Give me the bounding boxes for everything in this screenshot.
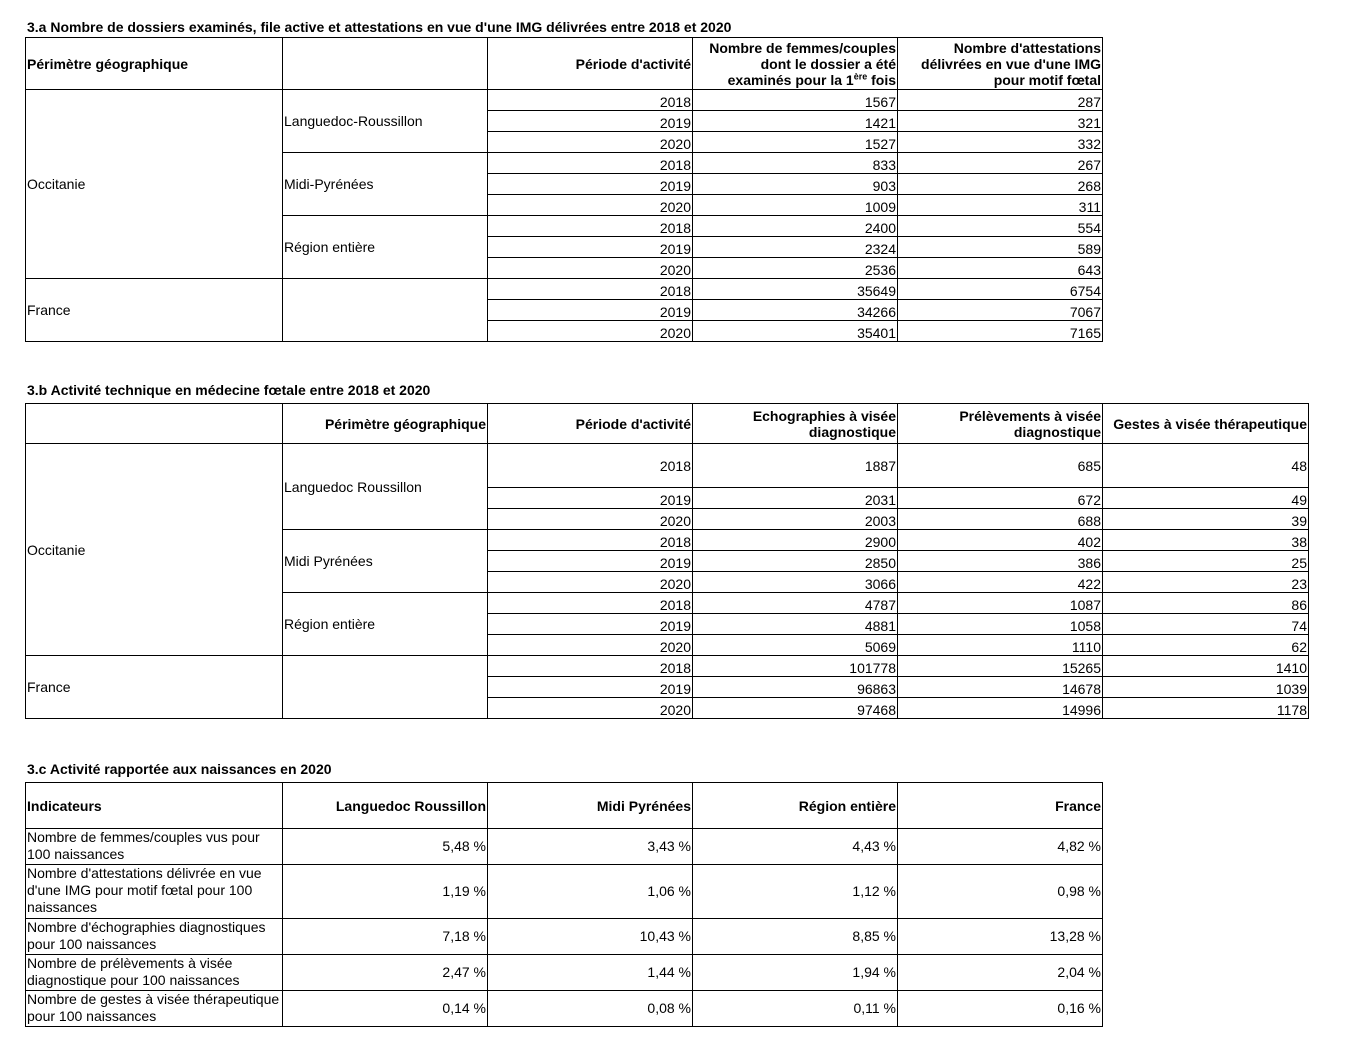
value-cell: 1421 xyxy=(693,111,898,132)
subgroup-label: Région entière xyxy=(283,593,488,656)
value-cell: 311 xyxy=(898,195,1103,216)
subgroup-label: Languedoc-Roussillon xyxy=(283,90,488,153)
value-cell: 2003 xyxy=(693,509,898,530)
value-cell: 554 xyxy=(898,216,1103,237)
value-cell: 4787 xyxy=(693,593,898,614)
value-cell: 1087 xyxy=(898,593,1103,614)
value-cell: 86 xyxy=(1103,593,1309,614)
header-region: Région entière xyxy=(693,783,898,829)
value-cell: 7067 xyxy=(898,300,1103,321)
header-perimetre: Périmètre géographique xyxy=(26,38,283,90)
value-cell: 321 xyxy=(898,111,1103,132)
value-cell: 5069 xyxy=(693,635,898,656)
year-cell: 2018 xyxy=(488,279,693,300)
header-periode: Période d'activité xyxy=(488,404,693,444)
year-cell: 2020 xyxy=(488,195,693,216)
value-cell: 96863 xyxy=(693,677,898,698)
value-cell: 688 xyxy=(898,509,1103,530)
value-cell: 13,28 % xyxy=(898,919,1103,955)
section-a-title: 3.a Nombre de dossiers examinés, file active et attestations en vue d'une IMG délivrées entre 2018 et 2020 xyxy=(27,19,732,35)
year-cell: 2018 xyxy=(488,530,693,551)
header-periode: Période d'activité xyxy=(488,38,693,90)
year-cell: 2020 xyxy=(488,698,693,719)
year-cell: 2019 xyxy=(488,174,693,195)
year-cell: 2019 xyxy=(488,677,693,698)
table-c-header xyxy=(26,783,1103,829)
year-cell: 2019 xyxy=(488,614,693,635)
value-cell: 4881 xyxy=(693,614,898,635)
value-cell: 2850 xyxy=(693,551,898,572)
value-cell: 1,12 % xyxy=(693,865,898,919)
table-c xyxy=(25,782,1103,1027)
value-cell: 386 xyxy=(898,551,1103,572)
value-cell: 1887 xyxy=(693,444,898,488)
subgroup-label: Région entière xyxy=(283,216,488,279)
value-cell: 2031 xyxy=(693,488,898,509)
subgroup-label: Midi Pyrénées xyxy=(283,530,488,593)
value-cell: 1009 xyxy=(693,195,898,216)
value-cell: 0,08 % xyxy=(488,991,693,1027)
value-cell: 48 xyxy=(1103,444,1309,488)
value-cell: 1,19 % xyxy=(283,865,488,919)
year-cell: 2020 xyxy=(488,635,693,656)
value-cell: 332 xyxy=(898,132,1103,153)
group-label: France xyxy=(26,656,283,719)
header-languedoc: Languedoc Roussillon xyxy=(283,783,488,829)
value-cell: 5,48 % xyxy=(283,829,488,865)
value-cell: 1,94 % xyxy=(693,955,898,991)
value-cell: 685 xyxy=(898,444,1103,488)
year-cell: 2019 xyxy=(488,111,693,132)
indicator-label: Nombre d'attestations délivrée en vue d'une IMG pour motif fœtal pour 100 naissances xyxy=(26,865,283,919)
value-cell: 35401 xyxy=(693,321,898,342)
year-cell: 2020 xyxy=(488,321,693,342)
indicator-label: Nombre de gestes à visée thérapeutique pour 100 naissances xyxy=(26,991,283,1027)
table-b xyxy=(25,403,1309,719)
header-gestes: Gestes à visée thérapeutique xyxy=(1103,404,1309,444)
year-cell: 2019 xyxy=(488,237,693,258)
indicator-label: Nombre d'échographies diagnostiques pour 100 naissances xyxy=(26,919,283,955)
value-cell: 3066 xyxy=(693,572,898,593)
table-row xyxy=(26,919,1103,955)
value-cell: 14678 xyxy=(898,677,1103,698)
year-cell: 2019 xyxy=(488,551,693,572)
value-cell: 10,43 % xyxy=(488,919,693,955)
section-c-title: 3.c Activité rapportée aux naissances en 2020 xyxy=(27,761,332,777)
value-cell: 0,11 % xyxy=(693,991,898,1027)
subgroup-label: Languedoc Roussillon xyxy=(283,444,488,530)
header-echo: Echographies à visée diagnostique xyxy=(693,404,898,444)
value-cell: 0,16 % xyxy=(898,991,1103,1027)
value-cell: 38 xyxy=(1103,530,1309,551)
value-cell: 101778 xyxy=(693,656,898,677)
value-cell: 23 xyxy=(1103,572,1309,593)
value-cell: 0,14 % xyxy=(283,991,488,1027)
value-cell: 0,98 % xyxy=(898,865,1103,919)
table-row xyxy=(26,656,1309,677)
year-cell: 2018 xyxy=(488,656,693,677)
value-cell: 1058 xyxy=(898,614,1103,635)
table-row xyxy=(26,829,1103,865)
value-cell: 1110 xyxy=(898,635,1103,656)
section-b-title: 3.b Activité technique en médecine fœtale entre 2018 et 2020 xyxy=(27,382,431,398)
value-cell: 268 xyxy=(898,174,1103,195)
value-cell: 2,04 % xyxy=(898,955,1103,991)
value-cell: 2,47 % xyxy=(283,955,488,991)
year-cell: 2018 xyxy=(488,593,693,614)
value-cell: 402 xyxy=(898,530,1103,551)
value-cell: 4,82 % xyxy=(898,829,1103,865)
value-cell: 833 xyxy=(693,153,898,174)
value-cell: 1178 xyxy=(1103,698,1309,719)
value-cell: 35649 xyxy=(693,279,898,300)
value-cell: 7165 xyxy=(898,321,1103,342)
group-label: Occitanie xyxy=(26,90,283,279)
group-label: Occitanie xyxy=(26,444,283,656)
value-cell: 1567 xyxy=(693,90,898,111)
indicator-label: Nombre de femmes/couples vus pour 100 naissances xyxy=(26,829,283,865)
indicator-label: Nombre de prélèvements à visée diagnostique pour 100 naissances xyxy=(26,955,283,991)
year-cell: 2020 xyxy=(488,258,693,279)
header-indicateurs: Indicateurs xyxy=(26,783,283,829)
value-cell: 25 xyxy=(1103,551,1309,572)
year-cell: 2020 xyxy=(488,509,693,530)
table-row xyxy=(26,279,1103,300)
subgroup-label: Midi-Pyrénées xyxy=(283,153,488,216)
year-cell: 2019 xyxy=(488,488,693,509)
value-cell: 15265 xyxy=(898,656,1103,677)
value-cell: 287 xyxy=(898,90,1103,111)
value-cell: 4,43 % xyxy=(693,829,898,865)
header-femmes: Nombre de femmes/couples dont le dossier a été examinés pour la 1ère fois xyxy=(693,38,898,90)
group-label: France xyxy=(26,279,283,342)
value-cell: 7,18 % xyxy=(283,919,488,955)
value-cell: 1527 xyxy=(693,132,898,153)
year-cell: 2018 xyxy=(488,216,693,237)
header-midi: Midi Pyrénées xyxy=(488,783,693,829)
value-cell: 3,43 % xyxy=(488,829,693,865)
value-cell: 643 xyxy=(898,258,1103,279)
table-row xyxy=(26,444,1309,488)
value-cell: 2400 xyxy=(693,216,898,237)
table-row xyxy=(26,991,1103,1027)
year-cell: 2019 xyxy=(488,300,693,321)
value-cell: 74 xyxy=(1103,614,1309,635)
value-cell: 903 xyxy=(693,174,898,195)
header-france: France xyxy=(898,783,1103,829)
value-cell: 1,44 % xyxy=(488,955,693,991)
value-cell: 62 xyxy=(1103,635,1309,656)
header-perimetre: Périmètre géographique xyxy=(283,404,488,444)
header-prelev: Prélèvements à visée diagnostique xyxy=(898,404,1103,444)
value-cell: 34266 xyxy=(693,300,898,321)
year-cell: 2018 xyxy=(488,153,693,174)
value-cell: 49 xyxy=(1103,488,1309,509)
header-attestations: Nombre d'attestations délivrées en vue d'une IMG pour motif fœtal xyxy=(898,38,1103,90)
value-cell: 1,06 % xyxy=(488,865,693,919)
table-row xyxy=(26,955,1103,991)
value-cell: 1039 xyxy=(1103,677,1309,698)
value-cell: 589 xyxy=(898,237,1103,258)
year-cell: 2018 xyxy=(488,90,693,111)
value-cell: 267 xyxy=(898,153,1103,174)
value-cell: 97468 xyxy=(693,698,898,719)
table-b-header xyxy=(26,404,1309,444)
value-cell: 422 xyxy=(898,572,1103,593)
value-cell: 6754 xyxy=(898,279,1103,300)
value-cell: 14996 xyxy=(898,698,1103,719)
value-cell: 8,85 % xyxy=(693,919,898,955)
table-a-header xyxy=(26,38,1103,90)
table-row xyxy=(26,865,1103,919)
value-cell: 1410 xyxy=(1103,656,1309,677)
table-row xyxy=(26,90,1103,111)
table-a xyxy=(25,37,1103,342)
value-cell: 672 xyxy=(898,488,1103,509)
year-cell: 2020 xyxy=(488,572,693,593)
year-cell: 2018 xyxy=(488,444,693,488)
value-cell: 2900 xyxy=(693,530,898,551)
year-cell: 2020 xyxy=(488,132,693,153)
value-cell: 2324 xyxy=(693,237,898,258)
value-cell: 2536 xyxy=(693,258,898,279)
value-cell: 39 xyxy=(1103,509,1309,530)
